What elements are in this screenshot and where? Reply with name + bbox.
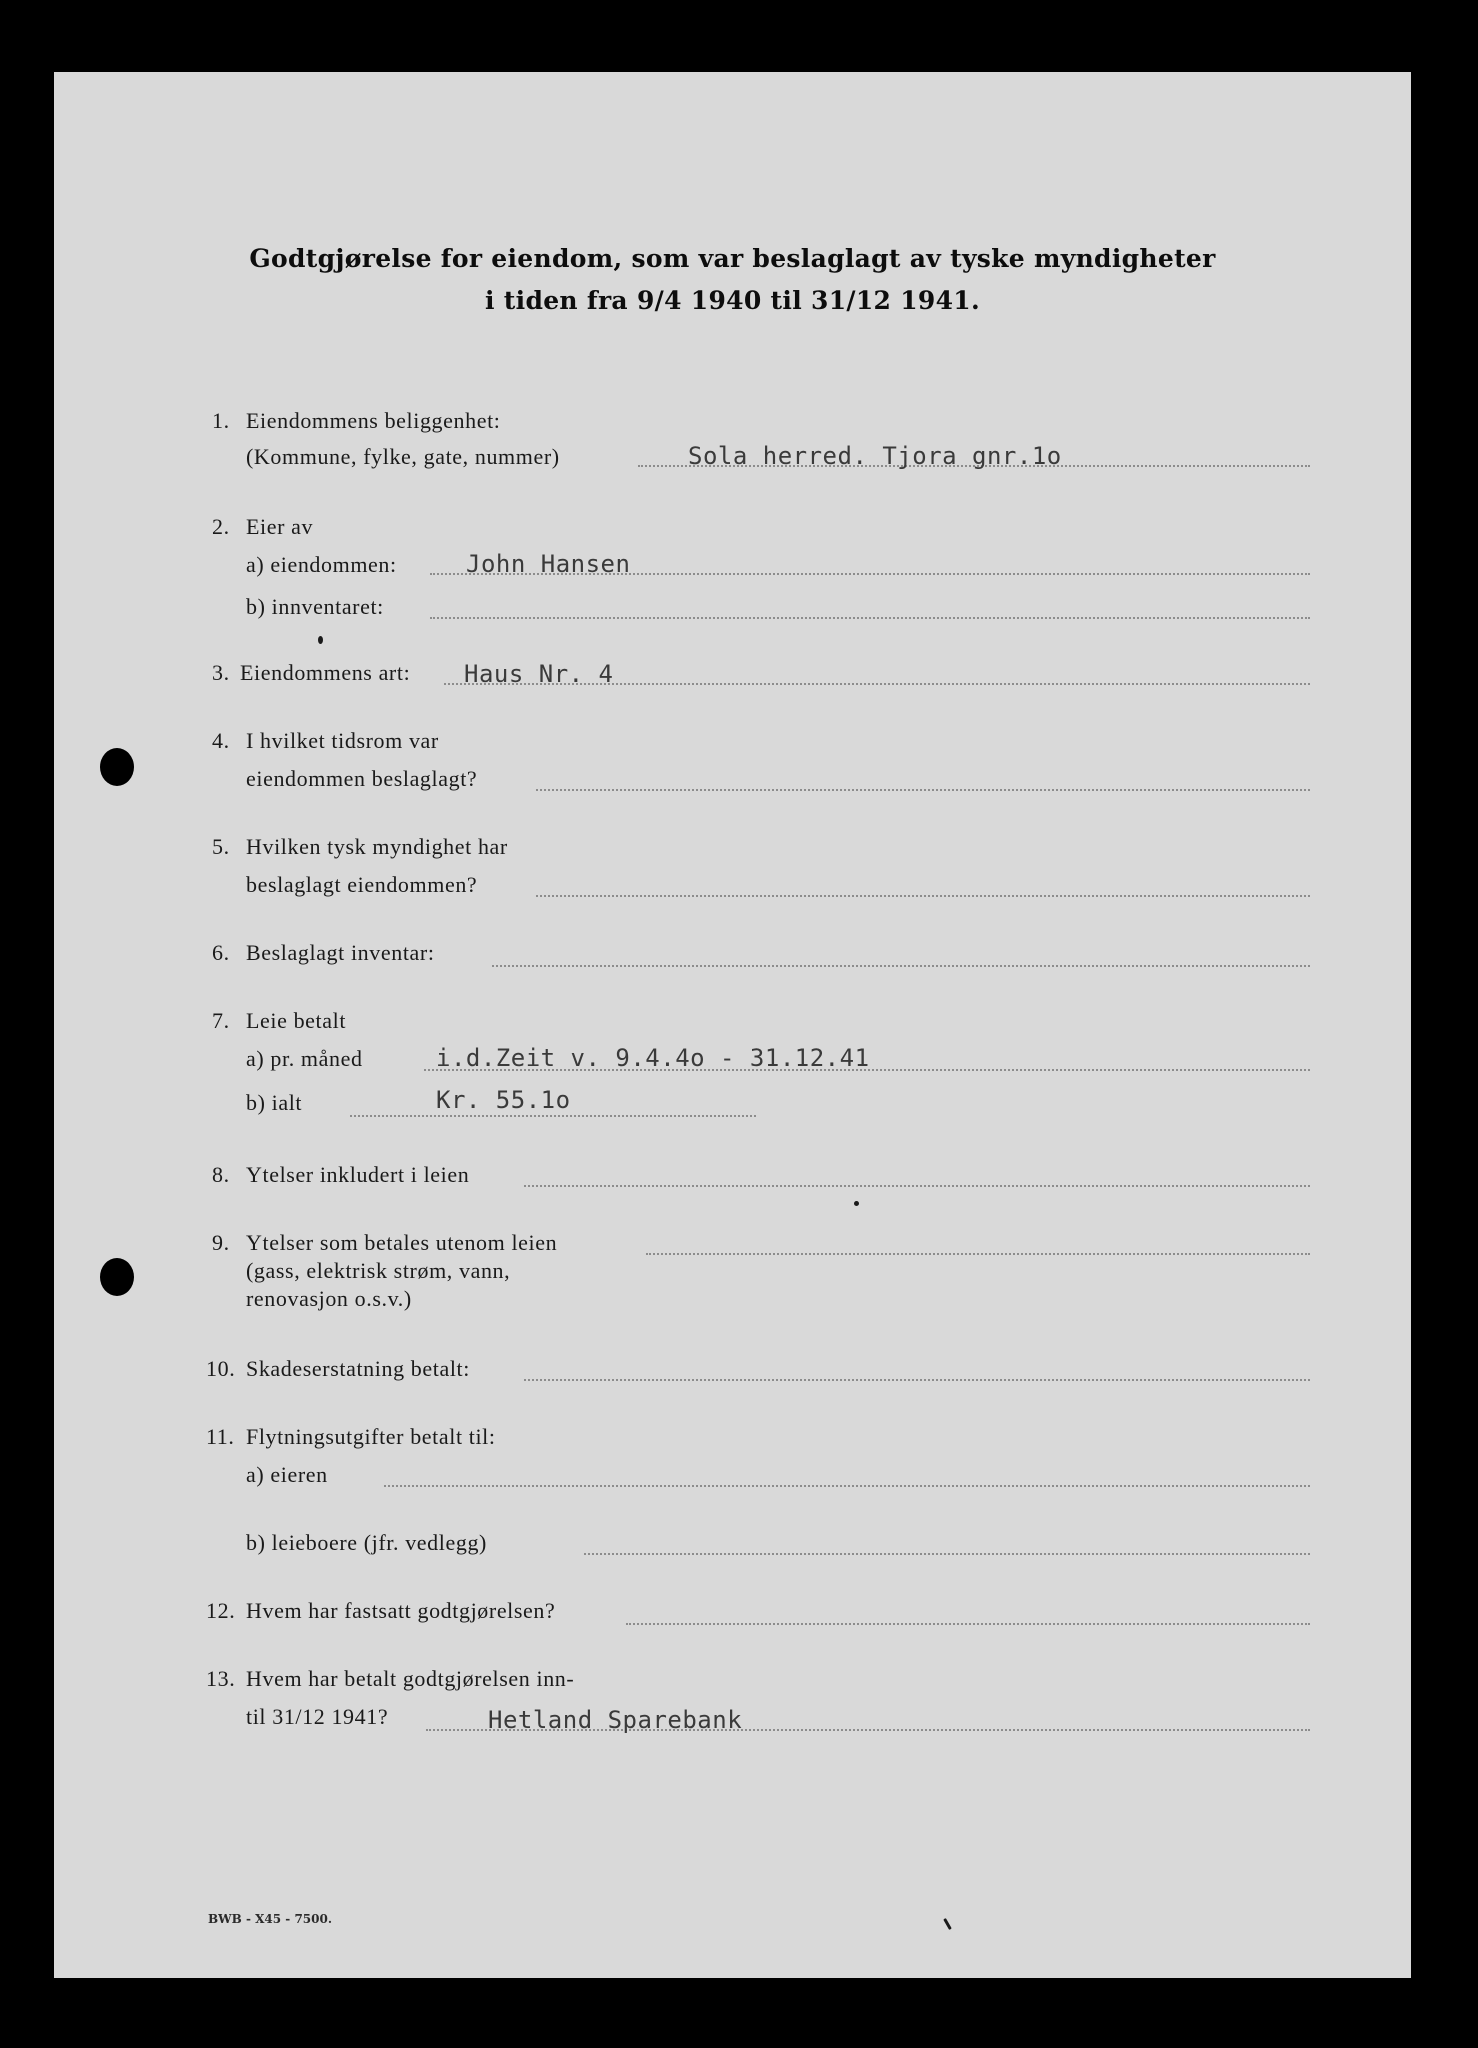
q13-label: Hvem har betalt godtgjørelsen inn- <box>246 1666 575 1691</box>
item-number: 8. <box>212 1162 230 1187</box>
item-number: 9. <box>212 1230 230 1255</box>
ink-speck <box>854 1201 859 1206</box>
form-title-line-2: i tiden fra 9/4 1940 til 31/12 1941. <box>485 286 980 315</box>
punch-hole <box>100 748 134 786</box>
q2-label: Eier av <box>246 514 314 539</box>
printer-mark: BWB - X45 - 7500. <box>208 1912 333 1926</box>
item-number: 3. <box>212 660 230 685</box>
q7-label: Leie betalt <box>246 1008 347 1033</box>
q10-answer-line <box>524 1379 1310 1381</box>
q10-label: Skadeserstatning betalt: <box>246 1356 470 1381</box>
q6-label: Beslaglagt inventar: <box>246 940 435 965</box>
item-number: 10. <box>206 1356 236 1381</box>
q12-answer-line <box>626 1623 1310 1625</box>
q9-sublabel-2: renovasjon o.s.v.) <box>246 1286 412 1311</box>
q12-label: Hvem har fastsatt godtgjørelsen? <box>246 1598 556 1623</box>
q5-answer-line <box>536 895 1310 897</box>
q11b-answer-line <box>584 1553 1310 1555</box>
q13-sublabel: til 31/12 1941? <box>246 1704 389 1729</box>
q4-answer-line <box>536 789 1310 791</box>
item-number: 11. <box>206 1424 235 1449</box>
q2a-label: a) eiendommen: <box>246 552 397 577</box>
item-number: 6. <box>212 940 230 965</box>
q7b-answer: Kr. 55.1o <box>436 1086 571 1114</box>
q9-sublabel-1: (gass, elektrisk strøm, vann, <box>246 1258 511 1283</box>
q2b-answer-line <box>430 617 1310 619</box>
q7b-answer-line <box>350 1115 756 1117</box>
item-number: 13. <box>206 1666 236 1691</box>
q5-label: Hvilken tysk myndighet har <box>246 834 508 859</box>
q4-sublabel: eiendommen beslaglagt? <box>246 766 478 791</box>
item-number: 1. <box>212 408 230 433</box>
form-title-line-1: Godtgjørelse for eiendom, som var beslaglagt av tyske myndigheter <box>249 244 1216 273</box>
item-number: 7. <box>212 1008 230 1033</box>
q6-answer-line <box>492 965 1310 967</box>
q8-answer-line <box>524 1185 1310 1187</box>
item-number: 12. <box>206 1598 236 1623</box>
q1-sublabel: (Kommune, fylke, gate, nummer) <box>246 444 560 469</box>
q2a-answer: John Hansen <box>466 550 631 578</box>
punch-hole <box>100 1258 134 1296</box>
q3-label: Eiendommens art: <box>240 660 411 685</box>
item-number: 4. <box>212 728 230 753</box>
ink-speck <box>943 1918 952 1930</box>
q7b-label: b) ialt <box>246 1090 303 1115</box>
form-page <box>54 72 1411 1978</box>
q1-answer: Sola herred. Tjora gnr.1o <box>688 442 1062 470</box>
q9-label: Ytelser som betales utenom leien <box>246 1230 558 1255</box>
q1-label: Eiendommens beliggenhet: <box>246 408 501 433</box>
q7a-label: a) pr. måned <box>246 1046 363 1071</box>
q11a-label: a) eieren <box>246 1462 328 1487</box>
q11-label: Flytningsutgifter betalt til: <box>246 1424 496 1449</box>
q9-answer-line <box>646 1253 1310 1255</box>
q5-sublabel: beslaglagt eiendommen? <box>246 872 478 897</box>
q13-answer: Hetland Sparebank <box>488 1706 743 1734</box>
q3-answer: Haus Nr. 4 <box>464 660 614 688</box>
q11a-answer-line <box>384 1485 1310 1487</box>
item-number: 5. <box>212 834 230 859</box>
q8-label: Ytelser inkludert i leien <box>246 1162 470 1187</box>
q11b-label: b) leieboere (jfr. vedlegg) <box>246 1530 487 1555</box>
q7a-answer: i.d.Zeit v. 9.4.4o - 31.12.41 <box>436 1044 870 1072</box>
q2b-label: b) innventaret: <box>246 594 384 619</box>
ink-speck <box>318 636 323 644</box>
q4-label: I hvilket tidsrom var <box>246 728 439 753</box>
item-number: 2. <box>212 514 230 539</box>
